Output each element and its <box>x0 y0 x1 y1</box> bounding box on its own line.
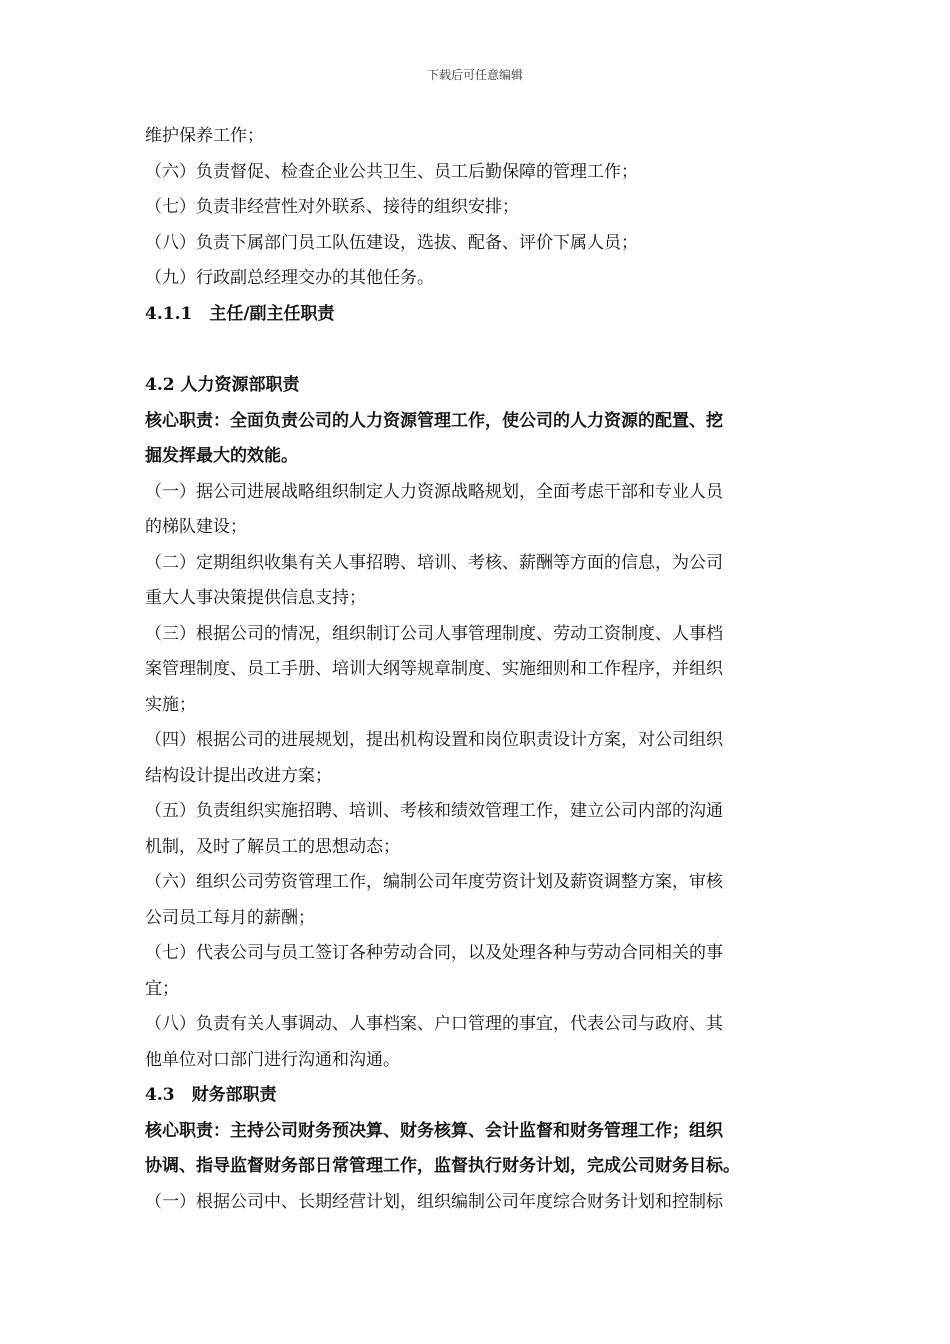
text-line: 结构设计提出改进方案； <box>145 765 332 786</box>
text-line: 机制，及时了解员工的思想动态； <box>145 836 400 857</box>
text-line: 公司员工每月的薪酬； <box>145 907 315 928</box>
text-line: （一）根据公司中、长期经营计划，组织编制公司年度综合财务计划和控制标 <box>145 1191 723 1212</box>
text-line: 案管理制度、员工手册、培训大纲等规章制度、实施细则和工作程序，并组织 <box>145 659 723 679</box>
text-line: （八）负责有关人事调动、人事档案、户口管理的事宜，代表公司与政府、其 <box>145 1014 723 1034</box>
heading-line: 掘发挥最大的效能。 <box>145 446 298 466</box>
text-line: （九）行政副总经理交办的其他任务。 <box>145 268 434 288</box>
text-line: 维护保养工作； <box>145 126 264 146</box>
text-line: 的梯队建设； <box>145 517 247 537</box>
heading-line: 4.3 财务部职责 <box>145 1085 277 1105</box>
text-line: 重大人事决策提供信息支持； <box>145 588 366 608</box>
text-line: （七）代表公司与员工签订各种劳动合同，以及处理各种与劳动合同相关的事 <box>145 943 723 963</box>
text-line: （二）定期组织收集有关人事招聘、培训、考核、薪酬等方面的信息，为公司 <box>145 552 723 573</box>
blank-line <box>145 332 810 368</box>
heading-line: 4.1.1 主任/副主任职责 <box>145 303 335 324</box>
document-body <box>145 119 810 1220</box>
heading-line: 核心职责：主持公司财务预决算、财务核算、会计监督和财务管理工作；组织 <box>145 1120 723 1141</box>
text-line: （五）负责组织实施招聘、培训、考核和绩效管理工作，建立公司内部的沟通 <box>145 801 723 821</box>
text-line: （三）根据公司的情况，组织制订公司人事管理制度、劳动工资制度、人事档 <box>145 623 723 644</box>
heading-line: 核心职责：全面负责公司的人力资源管理工作，使公司的人力资源的配置、挖 <box>145 410 723 431</box>
heading-line: 协调、指导监督财务部日常管理工作，监督执行财务计划，完成公司财务目标。 <box>145 1156 740 1176</box>
text-line: （八）负责下属部门员工队伍建设，选拔、配备、评价下属人员； <box>145 232 638 253</box>
heading-line: 4.2 人力资源部职责 <box>145 375 300 395</box>
text-line: （四）根据公司的进展规划，提出机构设置和岗位职责设计方案，对公司组织 <box>145 730 723 750</box>
page-header: 下载后可任意编辑 <box>426 68 523 82</box>
text-line: 他单位对口部门进行沟通和沟通。 <box>145 1049 400 1070</box>
text-line: （一）据公司进展战略组织制定人力资源战略规划，全面考虑干部和专业人员 <box>145 481 723 502</box>
text-line: （七）负责非经营性对外联系、接待的组织安排； <box>145 197 519 217</box>
text-line: 宜； <box>145 978 179 999</box>
text-line: （六）负责督促、检查企业公共卫生、员工后勤保障的管理工作； <box>145 161 638 182</box>
text-line: 实施； <box>145 694 196 715</box>
text-line: （六）组织公司劳资管理工作，编制公司年度劳资计划及薪资调整方案，审核 <box>145 872 723 892</box>
